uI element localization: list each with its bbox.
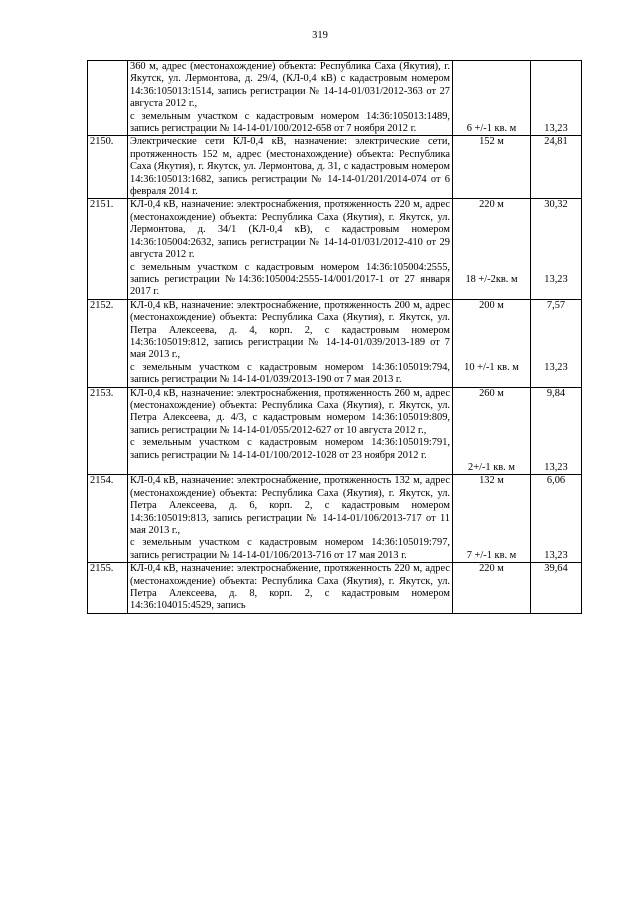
object-description: КЛ-0,4 кВ, назначение: электроснабжение, протяженность 132 м, адрес (местонахождение) объекта: Республика Саха (Якутия), г. Якутск, ул. Петра Алексеева, д. 6, корп. 2, с кадастровым номером 14:36:105019:813, запись регистрации № 14-14-01/106/2013-717 от 11 мая 2013 г.,	[130, 475, 450, 536]
land-plot-value: 13,23	[544, 461, 568, 473]
land-plot-area: 10 +/-1 кв. м	[464, 361, 519, 373]
row-number: 2150.	[88, 136, 128, 199]
object-value: 9,84	[546, 387, 566, 399]
row-value	[531, 136, 582, 199]
land-plot-area: 7 +/-1 кв. м	[466, 549, 517, 561]
land-plot-description: с земельным участком с кадастровым номером 14:36:105004:2555, запись регистрации №14:36:105004:2555-14/001/2017-1 от 27 января 2017 г.	[130, 261, 450, 298]
land-plot-area: 2+/-1 кв. м	[468, 461, 515, 473]
land-plot-value: 13,23	[544, 549, 568, 561]
row-size	[453, 475, 531, 563]
object-value: 24,81	[544, 136, 568, 148]
object-value: 6,06	[546, 475, 566, 487]
land-plot-description: с земельным участком с кадастровым номером 14:36:105019:791, запись регистрации № 14-14-01/100/2012-1028 от 23 ноября 2012 г.	[130, 437, 450, 461]
row-value	[531, 475, 582, 563]
row-description	[128, 475, 453, 563]
table-row	[88, 387, 582, 475]
row-number	[88, 61, 128, 136]
row-number: 2152.	[88, 299, 128, 387]
object-description: Электрические сети КЛ-0,4 кВ, назначение: электрические сети, протяженность 152 м, адрес (местонахождение) объекта: Республика Саха (Якутия), г. Якутск, ул. Лермонтова, д. 31, с кадастровым номером 14:36:105013:1682, запись регистрации № 14-14-01/201/2014-074 от 6 февраля 2014 г.	[130, 136, 450, 198]
row-description	[128, 387, 453, 475]
object-length: 220 м	[479, 563, 504, 575]
row-size	[453, 199, 531, 299]
land-plot-value: 13,23	[544, 122, 568, 134]
land-plot-value: 13,23	[544, 273, 568, 285]
object-length: 260 м	[479, 387, 504, 399]
row-number: 2153.	[88, 387, 128, 475]
object-length: 220 м	[479, 199, 504, 211]
row-size	[453, 563, 531, 614]
row-value	[531, 387, 582, 475]
object-description: КЛ-0,4 кВ, назначение: электроснабжение, протяженность 220 м, адрес (местонахождение) объекта: Республика Саха (Якутия), г. Якутск, ул. Петра Алексеева, д. 8, корп. 2, с кадастровым номером 14:36:104015:4529, запись	[130, 563, 450, 612]
object-length: 200 м	[479, 299, 504, 311]
table-row	[88, 199, 582, 299]
object-description: КЛ-0,4 кВ, назначение: электроснабжения, протяженность 220 м, адрес (местонахождение) объекта: Республика Саха (Якутия), г. Якутск, ул. Лермонтова, д. 34/1 (КЛ-0,4 кВ), с кадастровым номером 14:36:105004:2632, запись регистрации № 14-14-01/031/2012-410 от 29 августа 2012 г.	[130, 199, 450, 261]
table-row	[88, 136, 582, 199]
object-description: КЛ-0,4 кВ, назначение: электроснабжения, протяженность 260 м, адрес (местонахождение) объекта: Республика Саха (Якутия), г. Якутск, ул. Петра Алексеева, д. 4/3, с кадастровым номером 14:36:105019:809, запись регистрации № 14-14-01/055/2012-627 от 10 августа 2012 г.,	[130, 387, 450, 436]
row-description	[128, 136, 453, 199]
row-size	[453, 61, 531, 136]
object-value: 39,64	[544, 563, 568, 575]
page-number: 319	[312, 30, 328, 41]
row-description	[128, 199, 453, 299]
table-row	[88, 475, 582, 563]
row-number: 2151.	[88, 199, 128, 299]
object-description: КЛ-0,4 кВ, назначение: электроснабжение, протяженность 200 м, адрес (местонахождение) объекта: Республика Саха (Якутия), г. Якутск, ул. Петра Алексеева, д. 4, корп. 2, с кадастровым номером 14:36:105019:812, запись регистрации № 14-14-01/039/2013-189 от 7 мая 2013 г.,	[130, 299, 450, 361]
row-number: 2155.	[88, 563, 128, 614]
land-plot-value: 13,23	[544, 361, 568, 373]
property-registry-table	[87, 60, 582, 614]
land-plot-area: 6 +/-1 кв. м	[466, 122, 517, 134]
land-plot-description: с земельным участком с кадастровым номером 14:36:105019:797, запись регистрации № 14-14-01/106/2013-716 от 17 мая 2013 г.	[130, 537, 450, 561]
row-size	[453, 299, 531, 387]
table-row	[88, 61, 582, 136]
object-length: 132 м	[479, 475, 504, 487]
land-plot-description: с земельным участком с кадастровым номером 14:36:105013:1489, запись регистрации № 14-14-01/100/2012-658 от 7 ноября 2012 г.	[130, 110, 450, 135]
row-number: 2154.	[88, 475, 128, 563]
table-row	[88, 299, 582, 387]
land-plot-area: 18 +/-2кв. м	[465, 273, 518, 285]
row-size	[453, 387, 531, 475]
row-description	[128, 563, 453, 614]
row-description	[128, 61, 453, 136]
row-value	[531, 299, 582, 387]
object-value: 30,32	[544, 199, 568, 211]
row-size	[453, 136, 531, 199]
row-value	[531, 199, 582, 299]
row-value	[531, 61, 582, 136]
object-value: 7,57	[546, 299, 566, 311]
object-description: 360 м, адрес (местонахождение) объекта: Республика Саха (Якутия), г. Якутск, ул. Лермонтова, д. 29/4, (КЛ-0,4 кВ) с кадастровым номером 14:36:105013:1514, запись регистрации № 14-14-01/031/2012-363 от 27 августа 2012 г.,	[130, 61, 450, 110]
land-plot-description: с земельным участком с кадастровым номером 14:36:105019:794, запись регистрации № 14-14-01/039/2013-190 от 7 мая 2013 г.	[130, 361, 450, 386]
row-description	[128, 299, 453, 387]
row-value	[531, 563, 582, 614]
object-length: 152 м	[479, 136, 504, 148]
table-row	[88, 563, 582, 614]
